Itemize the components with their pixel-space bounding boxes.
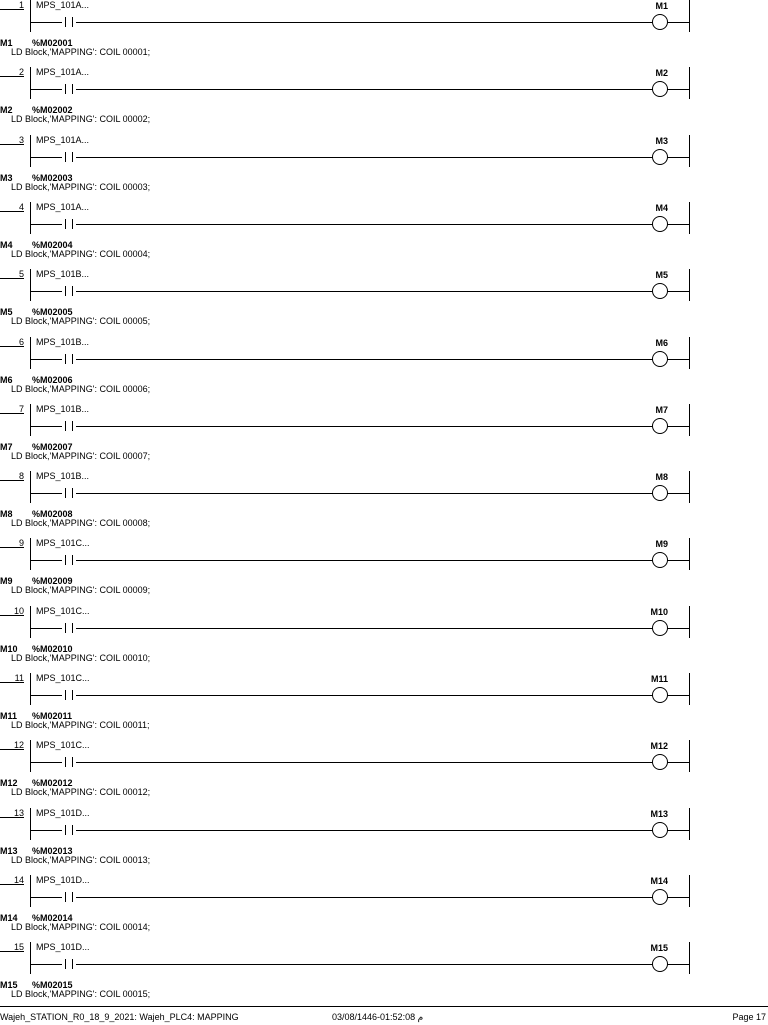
ladder-rung (0, 269, 768, 336)
rung-number: 13 (13, 808, 24, 818)
ladder-rung (0, 471, 768, 538)
rung-wire-left (31, 493, 64, 494)
rung-wire-left (31, 964, 64, 965)
rung-number: 11 (14, 673, 24, 683)
rung-wire-main (74, 359, 653, 360)
rung-wire-main (74, 426, 653, 427)
rung-wire-right (667, 560, 689, 561)
rung-wire-right (667, 628, 689, 629)
right-power-rail (689, 471, 690, 503)
symbol-address: %M02015 (32, 980, 73, 990)
output-coil-icon (652, 754, 668, 770)
rung-wire-left (31, 695, 64, 696)
rung-wire-main (74, 762, 653, 763)
coil-label: M2 (655, 68, 668, 78)
left-power-rail (30, 0, 31, 32)
symbol-name: M14 (0, 913, 18, 923)
rung-wire-right (667, 762, 689, 763)
ladder-rung (0, 0, 768, 67)
output-coil-icon (652, 956, 668, 972)
rung-wire-left (31, 762, 64, 763)
normally-open-contact-icon (62, 690, 76, 700)
coil-label: M7 (655, 405, 668, 415)
left-power-rail (30, 875, 31, 907)
symbol-address: %M02003 (32, 173, 73, 183)
rung-wire-right (667, 695, 689, 696)
left-power-rail (30, 67, 31, 99)
right-power-rail (689, 875, 690, 907)
rung-number: 8 (18, 471, 24, 481)
footer-timestamp: 03/08/1446-01:52:08 م (332, 1012, 424, 1022)
rung-comment: MPS_101A... (36, 67, 90, 77)
ladder-rung (0, 337, 768, 404)
rung-wire-main (74, 224, 653, 225)
left-power-rail (30, 673, 31, 705)
rung-number: 6 (18, 337, 24, 347)
output-coil-icon (652, 351, 668, 367)
rung-wire-left (31, 359, 64, 360)
rung-wire-right (667, 964, 689, 965)
coil-label: M11 (650, 674, 668, 684)
rung-comment: MPS_101C... (36, 606, 90, 616)
output-coil-icon (652, 687, 668, 703)
rung-wire-left (31, 22, 64, 23)
coil-label: M6 (655, 338, 668, 348)
ladder-rung (0, 404, 768, 471)
rung-wire-left (31, 224, 64, 225)
rung-description: LD Block,'MAPPING': COIL 00001; (11, 47, 151, 57)
rung-number: 12 (13, 740, 24, 750)
normally-open-contact-icon (62, 354, 76, 364)
rung-description: LD Block,'MAPPING': COIL 00005; (11, 316, 151, 326)
rung-wire-left (31, 830, 64, 831)
symbol-name: M2 (0, 105, 13, 115)
rung-wire-right (667, 897, 689, 898)
rung-wire-left (31, 89, 64, 90)
left-power-rail (30, 471, 31, 503)
normally-open-contact-icon (62, 488, 76, 498)
rung-comment: MPS_101B... (36, 337, 90, 347)
rung-comment: MPS_101C... (36, 740, 90, 750)
right-power-rail (689, 135, 690, 167)
right-power-rail (689, 538, 690, 570)
rung-comment: MPS_101C... (36, 538, 90, 548)
symbol-address: %M02007 (32, 442, 73, 452)
left-power-rail (30, 135, 31, 167)
rung-wire-right (667, 89, 689, 90)
symbol-name: M5 (0, 307, 13, 317)
symbol-name: M15 (0, 980, 18, 990)
rung-number: 14 (13, 875, 24, 885)
rung-wire-right (667, 22, 689, 23)
output-coil-icon (652, 889, 668, 905)
rung-wire-right (667, 493, 689, 494)
right-power-rail (689, 808, 690, 840)
ladder-rung (0, 740, 768, 807)
output-coil-icon (652, 552, 668, 568)
rung-comment: MPS_101A... (36, 135, 90, 145)
normally-open-contact-icon (62, 757, 76, 767)
symbol-address: %M02001 (32, 38, 73, 48)
rung-wire-main (74, 291, 653, 292)
rung-number: 2 (18, 67, 24, 77)
rung-number: 5 (18, 269, 24, 279)
symbol-address: %M02004 (32, 240, 73, 250)
symbol-address: %M02008 (32, 509, 73, 519)
symbol-address: %M02009 (32, 576, 73, 586)
right-power-rail (689, 740, 690, 772)
rung-wire-left (31, 426, 64, 427)
symbol-name: M8 (0, 509, 13, 519)
rung-wire-left (31, 157, 64, 158)
output-coil-icon (652, 149, 668, 165)
coil-label: M15 (650, 943, 668, 953)
ladder-rung (0, 808, 768, 875)
normally-open-contact-icon (62, 286, 76, 296)
rung-wire-main (74, 897, 653, 898)
rung-wire-main (74, 493, 653, 494)
right-power-rail (689, 269, 690, 301)
rung-wire-left (31, 628, 64, 629)
coil-label: M8 (655, 472, 668, 482)
normally-open-contact-icon (62, 892, 76, 902)
rung-description: LD Block,'MAPPING': COIL 00002; (11, 114, 151, 124)
rung-comment: MPS_101D... (36, 942, 90, 952)
rung-description: LD Block,'MAPPING': COIL 00013; (11, 855, 151, 865)
rung-comment: MPS_101C... (36, 673, 90, 683)
rung-comment: MPS_101A... (36, 0, 90, 10)
symbol-address: %M02012 (32, 778, 73, 788)
output-coil-icon (652, 14, 668, 30)
normally-open-contact-icon (62, 421, 76, 431)
output-coil-icon (652, 418, 668, 434)
normally-open-contact-icon (62, 17, 76, 27)
rung-wire-right (667, 224, 689, 225)
coil-label: M14 (650, 876, 668, 886)
symbol-address: %M02010 (32, 644, 73, 654)
symbol-name: M6 (0, 375, 13, 385)
ladder-rung (0, 202, 768, 269)
left-power-rail (30, 269, 31, 301)
normally-open-contact-icon (62, 825, 76, 835)
rung-wire-left (31, 560, 64, 561)
coil-label: M4 (655, 203, 668, 213)
coil-label: M3 (655, 136, 668, 146)
normally-open-contact-icon (62, 555, 76, 565)
rung-number: 3 (18, 135, 24, 145)
rung-number: 1 (18, 0, 24, 10)
coil-label: M12 (650, 741, 668, 751)
rung-wire-main (74, 830, 653, 831)
rung-wire-main (74, 560, 653, 561)
output-coil-icon (652, 485, 668, 501)
symbol-name: M9 (0, 576, 13, 586)
symbol-name: M7 (0, 442, 13, 452)
symbol-address: %M02005 (32, 307, 73, 317)
normally-open-contact-icon (62, 959, 76, 969)
ladder-rung (0, 538, 768, 605)
right-power-rail (689, 606, 690, 638)
rung-wire-main (74, 628, 653, 629)
symbol-name: M11 (0, 711, 18, 721)
rung-number: 10 (13, 606, 24, 616)
footer-page-number: Page 17 (732, 1012, 766, 1022)
page-footer (0, 1006, 768, 1025)
rung-wire-right (667, 426, 689, 427)
right-power-rail (689, 673, 690, 705)
rung-wire-main (74, 22, 653, 23)
rung-wire-main (74, 695, 653, 696)
symbol-address: %M02002 (32, 105, 73, 115)
left-power-rail (30, 942, 31, 974)
left-power-rail (30, 606, 31, 638)
rung-wire-left (31, 897, 64, 898)
coil-label: M9 (655, 539, 668, 549)
left-power-rail (30, 337, 31, 369)
rung-description: LD Block,'MAPPING': COIL 00007; (11, 451, 151, 461)
ladder-rung (0, 673, 768, 740)
rung-comment: MPS_101B... (36, 471, 90, 481)
rung-wire-right (667, 359, 689, 360)
symbol-name: M13 (0, 846, 18, 856)
rung-number: 7 (18, 404, 24, 414)
left-power-rail (30, 538, 31, 570)
output-coil-icon (652, 81, 668, 97)
rung-comment: MPS_101B... (36, 269, 90, 279)
rung-wire-main (74, 157, 653, 158)
coil-label: M13 (650, 809, 668, 819)
right-power-rail (689, 942, 690, 974)
output-coil-icon (652, 822, 668, 838)
rung-description: LD Block,'MAPPING': COIL 00014; (11, 922, 151, 932)
output-coil-icon (652, 620, 668, 636)
right-power-rail (689, 67, 690, 99)
rung-description: LD Block,'MAPPING': COIL 00011; (11, 720, 150, 730)
normally-open-contact-icon (62, 152, 76, 162)
rung-number: 4 (18, 202, 24, 212)
coil-label: M5 (655, 270, 668, 280)
rung-comment: MPS_101A... (36, 202, 90, 212)
rung-comment: MPS_101D... (36, 875, 90, 885)
normally-open-contact-icon (62, 219, 76, 229)
rung-wire-main (74, 89, 653, 90)
right-power-rail (689, 337, 690, 369)
rung-number: 9 (18, 538, 24, 548)
left-power-rail (30, 740, 31, 772)
symbol-address: %M02006 (32, 375, 73, 385)
ladder-rung (0, 942, 768, 1009)
ladder-rung (0, 606, 768, 673)
ladder-rung (0, 875, 768, 942)
rung-wire-right (667, 157, 689, 158)
rung-description: LD Block,'MAPPING': COIL 00006; (11, 384, 151, 394)
coil-label: M10 (650, 607, 668, 617)
symbol-address: %M02014 (32, 913, 73, 923)
rung-comment: MPS_101D... (36, 808, 90, 818)
rung-wire-right (667, 291, 689, 292)
rung-description: LD Block,'MAPPING': COIL 00015; (11, 989, 151, 999)
symbol-name: M10 (0, 644, 18, 654)
rung-description: LD Block,'MAPPING': COIL 00003; (11, 182, 151, 192)
rung-description: LD Block,'MAPPING': COIL 00008; (11, 518, 151, 528)
normally-open-contact-icon (62, 623, 76, 633)
ladder-rung (0, 67, 768, 134)
right-power-rail (689, 404, 690, 436)
symbol-name: M4 (0, 240, 13, 250)
rung-wire-right (667, 830, 689, 831)
right-power-rail (689, 0, 690, 32)
symbol-name: M1 (0, 38, 13, 48)
rung-number: 15 (13, 942, 24, 952)
rung-wire-main (74, 964, 653, 965)
symbol-address: %M02013 (32, 846, 73, 856)
rung-wire-left (31, 291, 64, 292)
rung-comment: MPS_101B... (36, 404, 90, 414)
output-coil-icon (652, 283, 668, 299)
left-power-rail (30, 808, 31, 840)
rung-description: LD Block,'MAPPING': COIL 00004; (11, 249, 151, 259)
symbol-name: M3 (0, 173, 13, 183)
coil-label: M1 (655, 1, 668, 11)
footer-project-path: Wajeh_STATION_R0_18_9_2021: Wajeh_PLC4: MAPPING (0, 1012, 239, 1022)
left-power-rail (30, 202, 31, 234)
rung-description: LD Block,'MAPPING': COIL 00009; (11, 585, 151, 595)
symbol-address: %M02011 (32, 711, 73, 721)
symbol-name: M12 (0, 778, 18, 788)
normally-open-contact-icon (62, 84, 76, 94)
rung-description: LD Block,'MAPPING': COIL 00010; (11, 653, 151, 663)
left-power-rail (30, 404, 31, 436)
ladder-rung (0, 135, 768, 202)
right-power-rail (689, 202, 690, 234)
output-coil-icon (652, 216, 668, 232)
rung-description: LD Block,'MAPPING': COIL 00012; (11, 787, 151, 797)
